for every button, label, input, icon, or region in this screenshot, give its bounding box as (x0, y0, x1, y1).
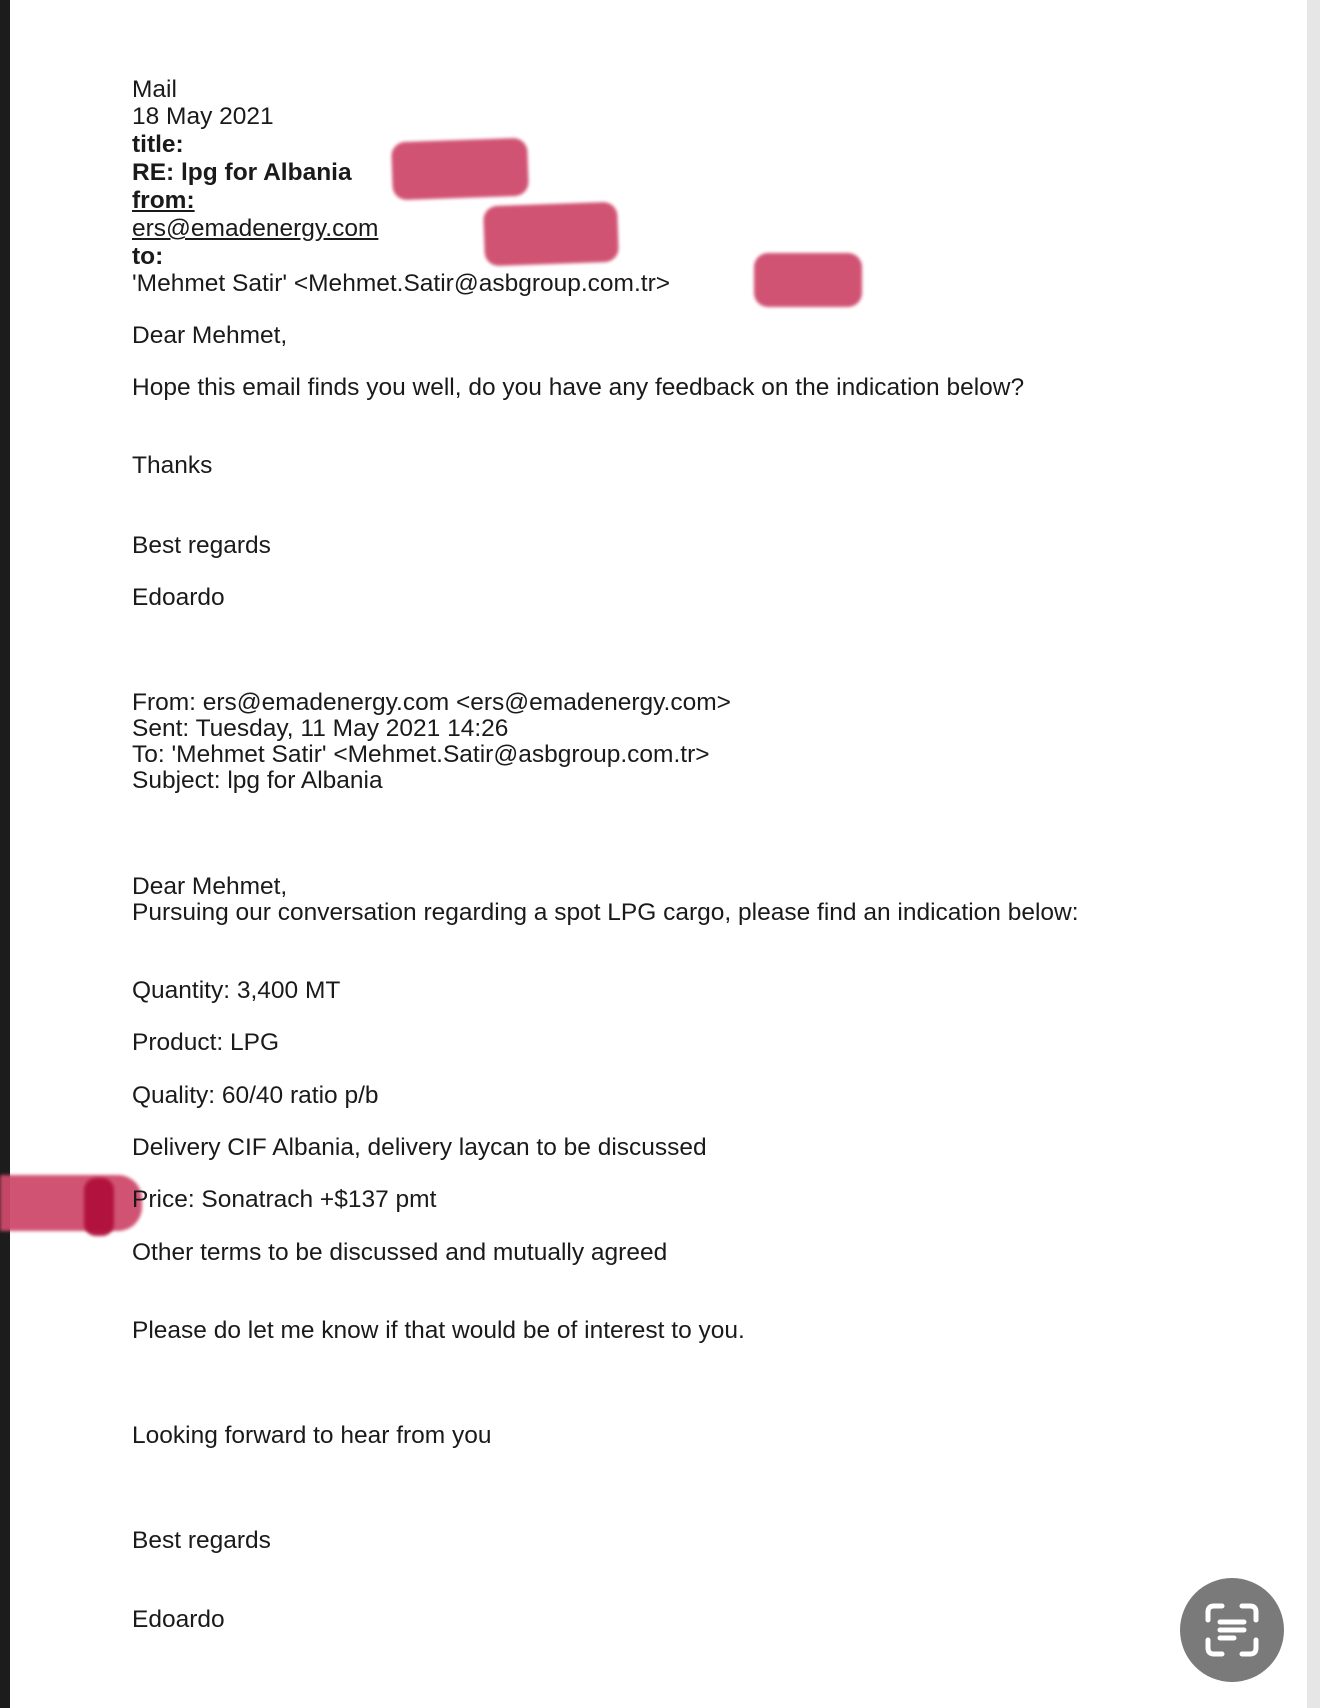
title-label: title: (132, 131, 184, 158)
term-delivery: Delivery CIF Albania, delivery laycan to be discussed (132, 1134, 707, 1161)
mail-date: 18 May 2021 (132, 103, 274, 130)
term-quality: Quality: 60/40 ratio p/b (132, 1082, 379, 1109)
live-text-button[interactable] (1180, 1578, 1284, 1682)
page-edge (1307, 0, 1320, 1708)
redaction-mark (391, 138, 529, 201)
reply-body: Hope this email finds you well, do you have any feedback on the indication below? (132, 374, 1025, 401)
from-email-link[interactable]: ers@emadenergy.com (132, 215, 379, 242)
quoted-to: To: 'Mehmet Satir' <Mehmet.Satir@asbgroup.com.tr> (132, 741, 710, 768)
original-intro: Pursuing our conversation regarding a spot LPG cargo, please find an indication below: (132, 899, 1079, 926)
reply-signature: Edoardo (132, 584, 225, 611)
live-text-scan-icon (1202, 1600, 1262, 1660)
document-page (10, 0, 1307, 1708)
title-value: RE: lpg for Albania (132, 159, 352, 186)
original-signature: Edoardo (132, 1606, 225, 1633)
to-value: 'Mehmet Satir' <Mehmet.Satir@asbgroup.com.tr> (132, 270, 671, 297)
app-name: Mail (132, 76, 177, 103)
from-label: from: (132, 187, 195, 214)
reply-greeting: Dear Mehmet, (132, 322, 288, 349)
quoted-sent: Sent: Tuesday, 11 May 2021 14:26 (132, 715, 509, 742)
term-price: Price: Sonatrach +$137 pmt (132, 1186, 437, 1213)
reply-closing: Best regards (132, 532, 271, 559)
term-product: Product: LPG (132, 1029, 280, 1056)
term-quantity: Quantity: 3,400 MT (132, 977, 341, 1004)
original-greeting: Dear Mehmet, (132, 873, 288, 900)
quoted-from: From: ers@emadenergy.com <ers@emadenergy.com> (132, 689, 731, 716)
original-looking-forward: Looking forward to hear from you (132, 1422, 492, 1449)
redaction-mark (84, 1178, 114, 1236)
quoted-subject: Subject: lpg for Albania (132, 767, 383, 794)
to-label: to: (132, 243, 164, 270)
term-other: Other terms to be discussed and mutually agreed (132, 1239, 668, 1266)
reply-thanks: Thanks (132, 452, 213, 479)
original-closing: Best regards (132, 1527, 271, 1554)
redaction-mark (483, 202, 619, 267)
redaction-mark (0, 1175, 142, 1231)
redaction-mark (754, 253, 862, 307)
original-request: Please do let me know if that would be of interest to you. (132, 1317, 745, 1344)
